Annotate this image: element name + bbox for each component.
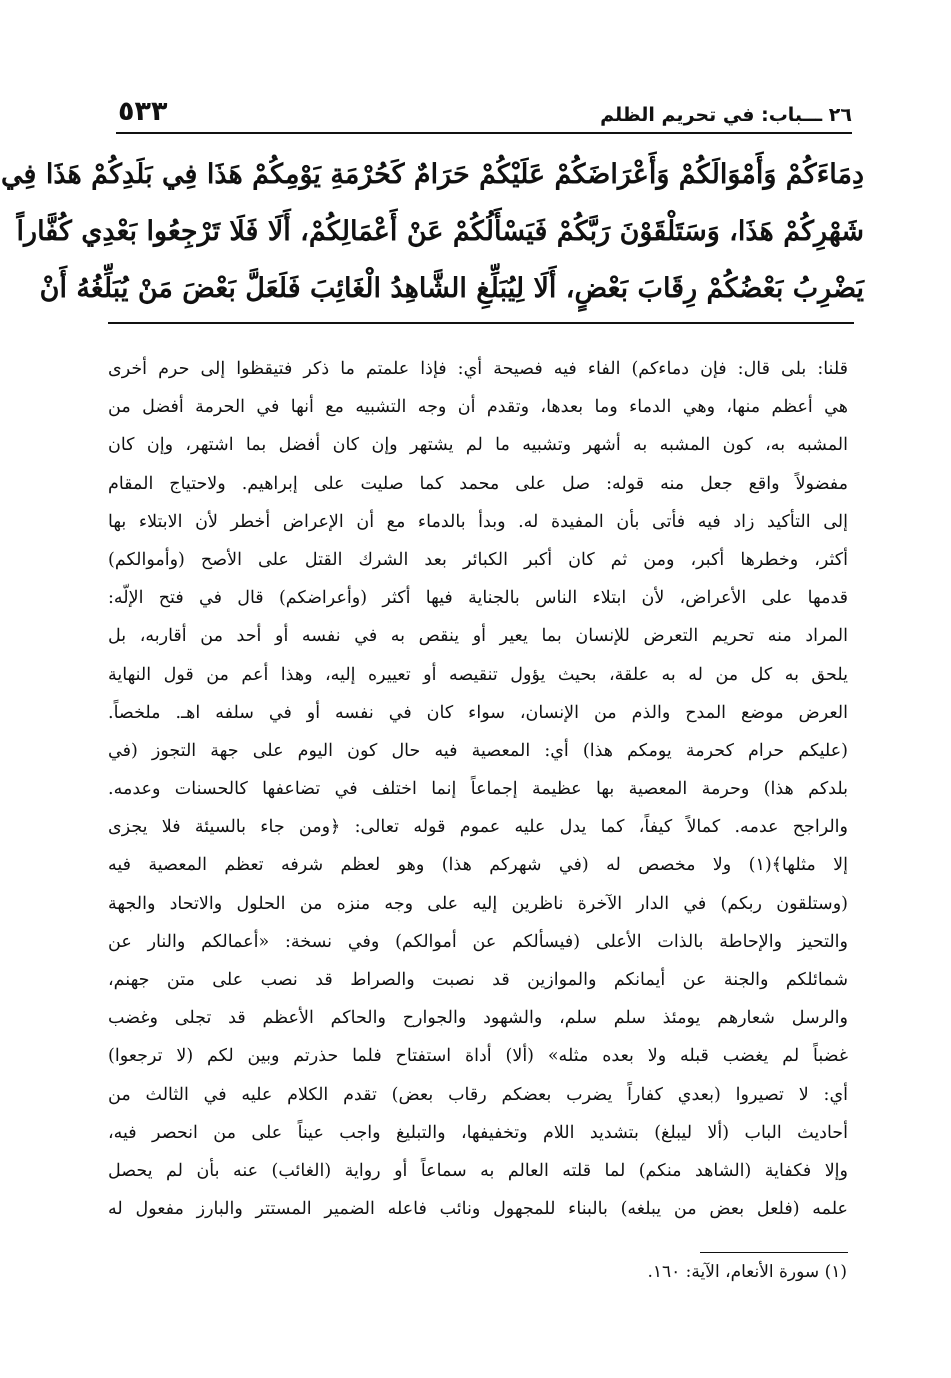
commentary-line: أحاديث الباب (ألا ليبلغ) بتشديد اللام وتخفيفها، والتبليغ واجب عيناً على من انحصر فيه، — [108, 1122, 848, 1143]
commentary-line: قدمها على الأعراض، لأن ابتلاء الناس بالجناية فيها أكثر (وأعراضكم) قال في فتح الإلّه: — [108, 588, 848, 609]
section-divider — [108, 322, 854, 324]
commentary-line: إلا مثلها﴾(١) ولا مخصص له (في شهركم هذا) وهو لعظم شرفه تعظم المعصية فيه — [108, 855, 848, 876]
hadith-line: شَهْرِكُمْ هَذَا، وَسَتَلْقَوْنَ رَبَّكُمْ فَيَسْأَلُكُمْ عَنْ أَعْمَالِكُمْ، أَلَا فَلَا تَرْجِعُوا بَعْدِي كُفَّاراً — [16, 216, 864, 247]
commentary-text — [108, 350, 848, 1228]
hadith-line: دِمَاءَكُمْ وَأَمْوَالَكُمْ وَأَعْرَاضَكُمْ عَلَيْكُمْ حَرَامٌ كَحُرْمَةِ يَوْمِكُمْ هَذَا فِي بَلَدِكُمْ هَذَا فِي — [1, 159, 864, 190]
commentary-line: المشبه به، كون المشبه به أشهر وتشبيه ما لم يشتهر وإن كان أفضل بما اشتهر، وإن كان — [108, 435, 848, 456]
commentary-line: شمائلكم والجنة عن أيمانكم والموازين قد نصبت والصراط قد نصب على متن جهنم، — [108, 970, 848, 990]
commentary-line: إلى التأكيد زاد فيه فأتى بأن المفيدة له. وبدأ بالدماء مع أن الإعراض أخطر لأن الابتلاء بها — [108, 511, 848, 532]
commentary-line: المراد منه تحريم التعرض للإنسان بما يعير أو ينقص به في نفسه أو أحد من أقاربه، بل — [108, 626, 848, 647]
commentary-line: أي: لا تصيروا (بعدي كفاراً يضرب بعضكم رقاب بعض) تقدم الكلام عليه في الثالث من — [108, 1084, 848, 1105]
commentary-line: والتحيز والإحاطة بالذات الأعلى (فيسألكم عن أموالكم) وفي نسخة: «أعمالكم والنار عن — [108, 931, 848, 952]
commentary-line: (وستلقون ربكم) في الدار الآخرة ناظرين إليه على وجه منزه من الحلول والاتحاد والجهة — [108, 893, 848, 914]
commentary-line: أكثر، وخطرها أكبر، ومن ثم كان أكبر الكبائر بعد الشرك القتل على الأصح (وأموالكم) — [108, 549, 848, 570]
commentary-line: العرض موضع المدح والذم من الإنسان، سواء كان في نفسه أو في سلفه اهـ. ملخصاً. — [108, 702, 848, 723]
page-header — [116, 92, 852, 134]
commentary-line: وإلا فكفاية (الشاهد منكم) لما قلته العالم به سماعاً أو رواية (الغائب) عنه بأن لم يحصل — [108, 1160, 848, 1181]
hadith-text — [1, 146, 864, 317]
commentary-line: والرسل شعارهم يومئذ سلم سلم، والشهود والجوارح والحاكم الأعظم قد تجلى وغضب — [108, 1008, 848, 1029]
commentary-line: قلنا: بلى قال: فإن دماءكم) الفاء فيه فصيحة أي: فإذا علمتم ما ذكر فتيقظوا إلى حرم أخرى — [108, 359, 848, 379]
commentary-line: (عليكم حرام كحرمة يومكم هذا) أي: المعصية فيه حال كون اليوم على جهة التجوز (في — [108, 740, 848, 761]
commentary-line: بلدكم هذا) وحرمة المعصية بها عظيمة إجماعاً إنما اختلف في تضاعفها كالحسنات وعدمه. — [108, 779, 848, 800]
running-title: ٢٦ ـــباب: في تحريم الظلم — [600, 104, 852, 126]
commentary-line: علمه (فلعل بعض من يبلغه) بالبناء للمجهول ونائب فاعله الضمير المستتر والبارز مفعول له — [108, 1199, 848, 1220]
footnote-divider — [700, 1252, 848, 1253]
page-number: ٥٣٣ — [118, 96, 168, 127]
commentary-line: هي أعظم منها، وهي الدماء وما بعدها، وتقدم أن وجه التشبيه مع أنها في الحرمة أفضل من — [108, 397, 848, 418]
hadith-line: يَضْرِبُ بَعْضُكُمْ رِقَابَ بَعْضٍ، أَلَا لِيُبَلِّغِ الشَّاهِدُ الْغَائِبَ فَلَعَلَّ بَعْضَ مَنْ يُبَلِّغُهُ أَنْ — [39, 273, 864, 304]
commentary-line: يلحق به كل من له به علقة، بحيث يؤول تنقيصه أو تعييره إليه، وهذا أعم من قول النهاية — [108, 664, 848, 685]
footnote: (١) سورة الأنعام، الآية: ١٦٠. — [647, 1262, 847, 1282]
commentary-line: والراجح عدمه. كمالاً كيفاً، كما يدل عليه عموم قوله تعالى: ﴿ومن جاء بالسيئة فلا يجزى — [108, 817, 848, 838]
commentary-line: مفضولاً واقع جعل منه قوله: صل على محمد كما صليت على إبراهيم. ولاحتياج المقام — [108, 473, 848, 494]
commentary-line: غضباً لم يغضب قبله ولا بعده مثله» (ألا) أداة استفتاح فلما حذرتم وبين لكم (لا ترجعوا) — [108, 1046, 848, 1067]
